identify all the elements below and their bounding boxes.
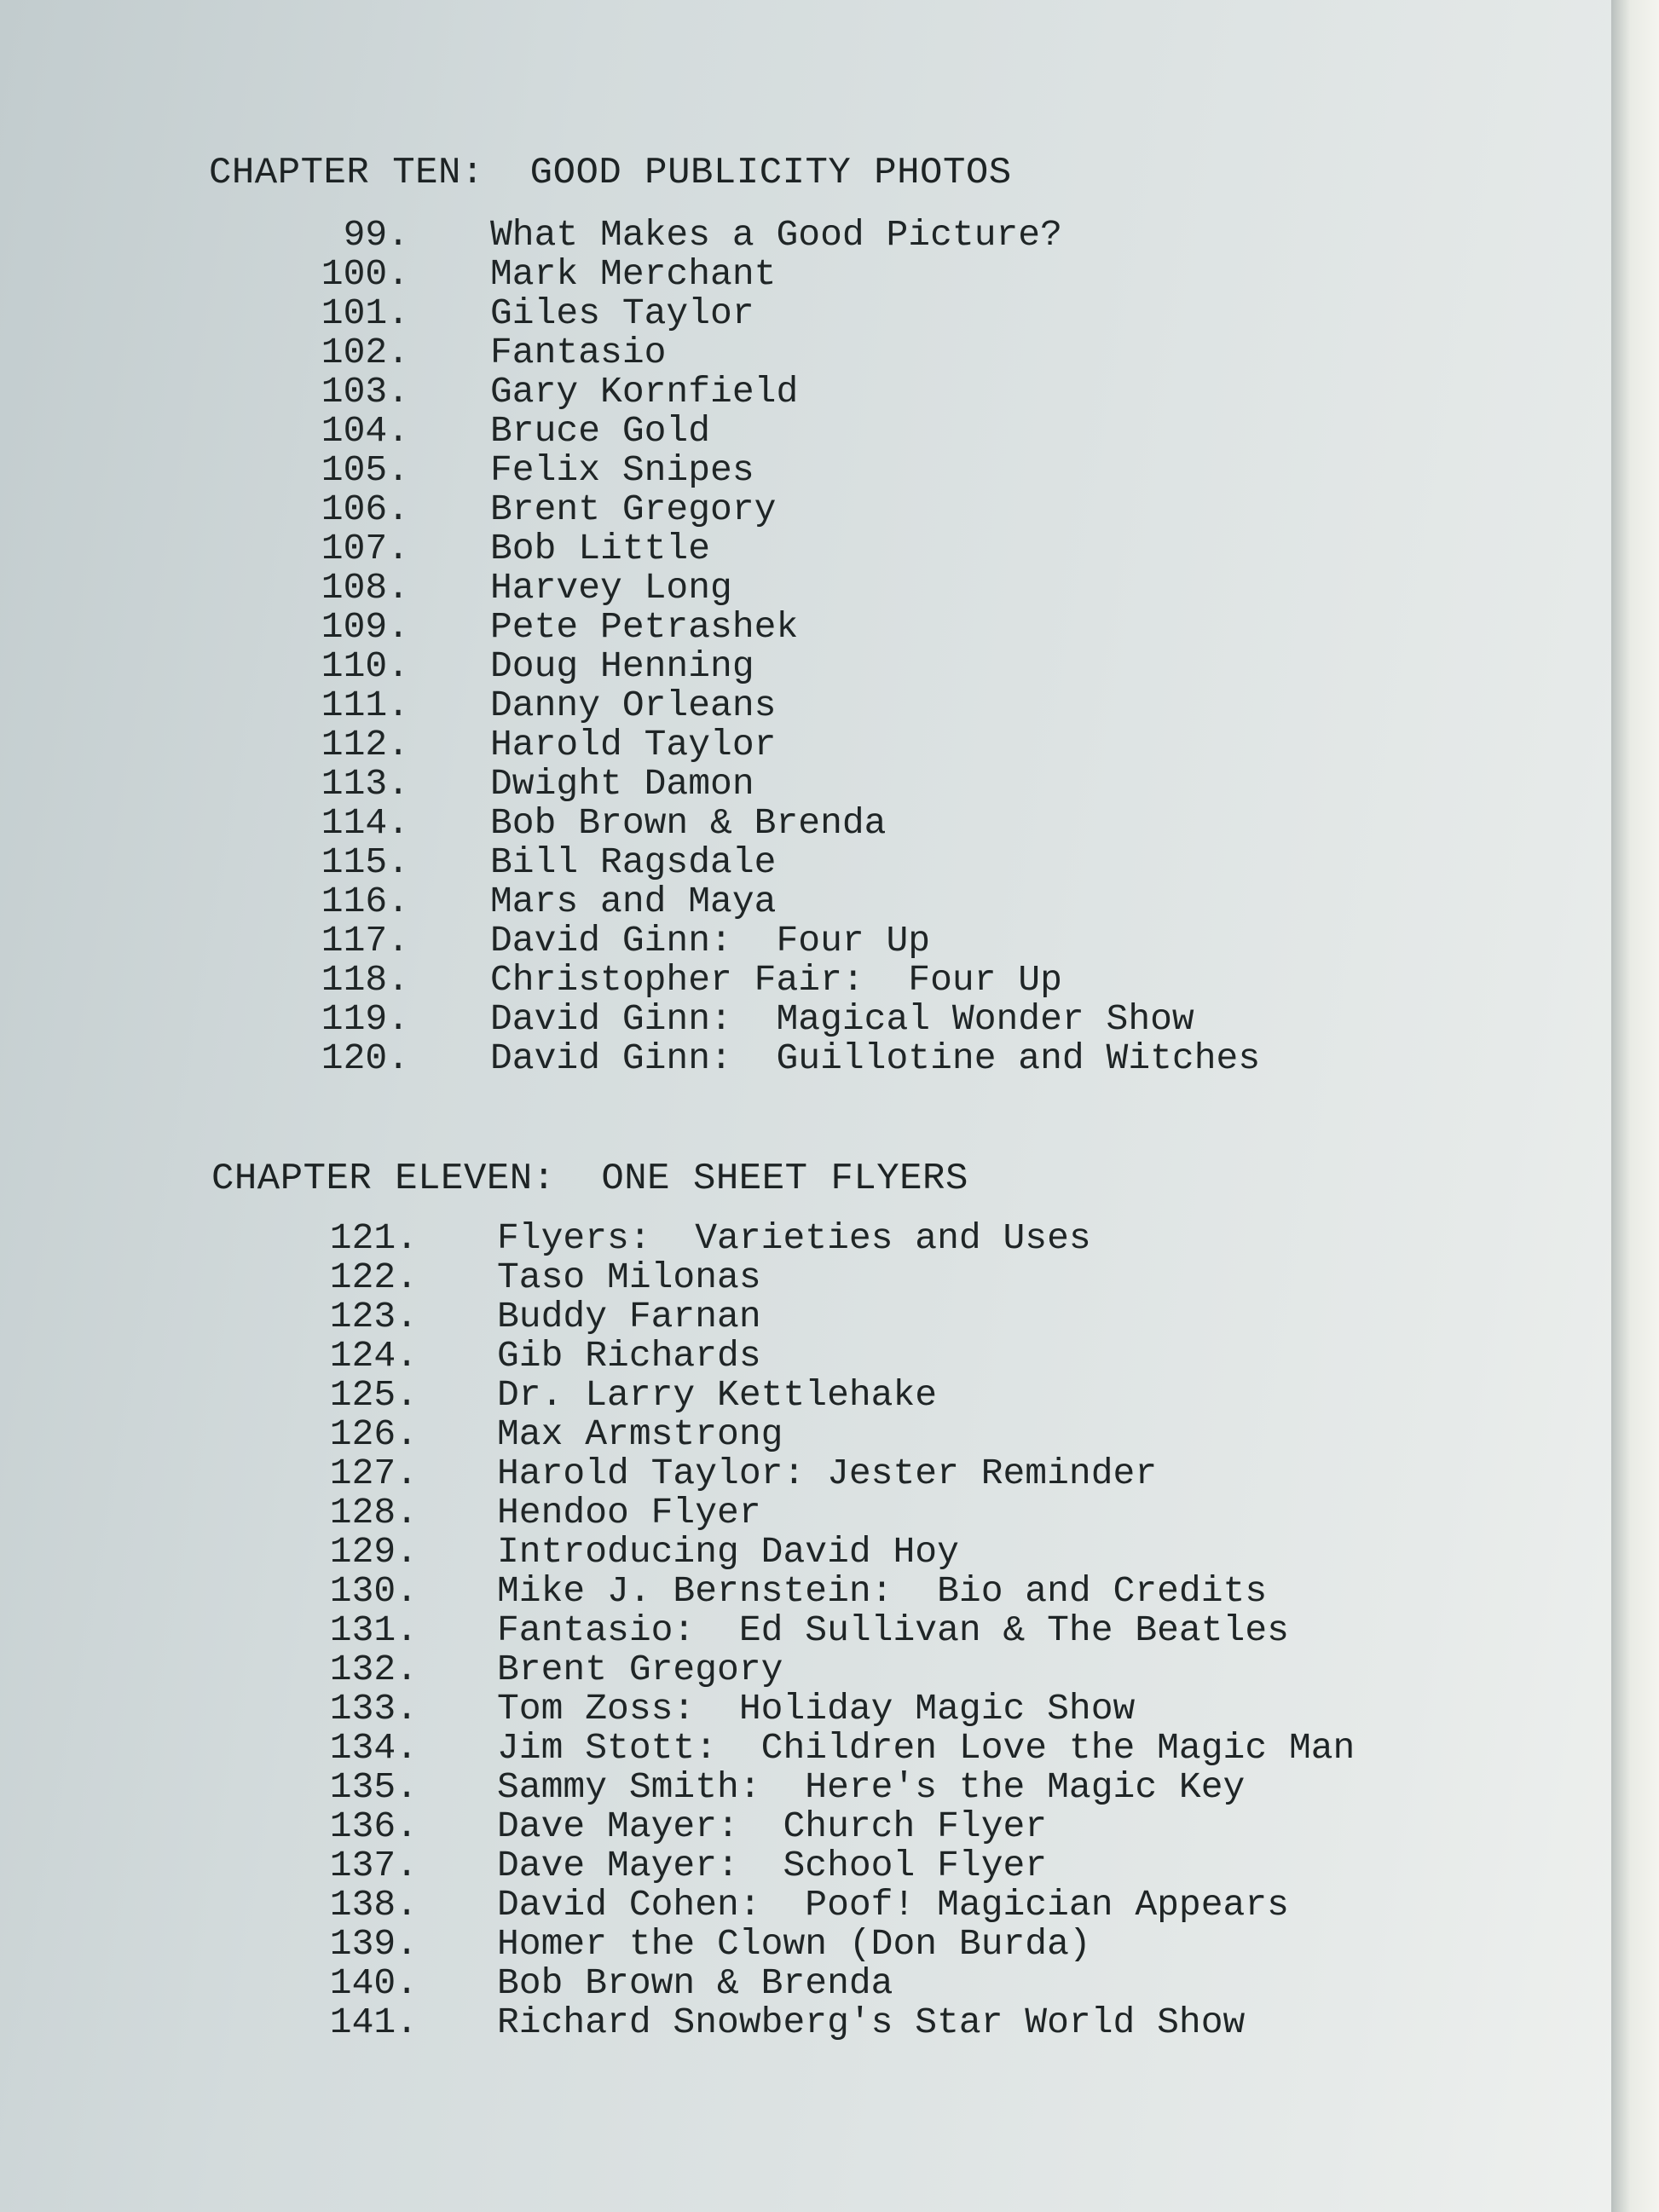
item-text: Richard Snowberg's Star World Show bbox=[497, 2001, 1246, 2043]
list-item bbox=[0, 2001, 1611, 2041]
item-number: 114. bbox=[321, 802, 409, 844]
list-item bbox=[0, 1884, 1611, 1926]
item-text: What Makes a Good Picture? bbox=[490, 214, 1062, 256]
item-text: David Cohen: Poof! Magician Appears bbox=[497, 1884, 1289, 1926]
list-item bbox=[0, 410, 1611, 452]
item-text: Harold Taylor: Jester Reminder bbox=[497, 1453, 1158, 1494]
item-text: Fantasio: Ed Sullivan & The Beatles bbox=[497, 1609, 1289, 1651]
item-number: 129. bbox=[329, 1531, 418, 1573]
item-text: Brent Gregory bbox=[497, 1649, 783, 1690]
list-item bbox=[0, 1256, 1611, 1296]
item-number: 133. bbox=[329, 1688, 418, 1730]
item-number: 118. bbox=[321, 959, 409, 1001]
item-text: Sammy Smith: Here's the Magic Key bbox=[497, 1766, 1246, 1808]
list-item bbox=[0, 1453, 1611, 1492]
next-page-edge bbox=[1611, 0, 1659, 2212]
item-text: Doug Henning bbox=[490, 645, 754, 687]
item-text: Harvey Long bbox=[490, 567, 732, 609]
list-item bbox=[0, 724, 1611, 763]
list-item bbox=[0, 253, 1611, 295]
item-text: Mark Merchant bbox=[490, 253, 777, 295]
list-item bbox=[0, 332, 1611, 371]
item-number: 115. bbox=[321, 841, 409, 883]
item-text: Gib Richards bbox=[497, 1335, 761, 1377]
item-text: Felix Snipes bbox=[490, 449, 754, 491]
item-number: 105. bbox=[321, 449, 409, 491]
item-number: 130. bbox=[329, 1570, 418, 1612]
chapter-title: CHAPTER TEN: GOOD PUBLICITY PHOTOS bbox=[209, 152, 1012, 194]
item-number: 140. bbox=[329, 1962, 418, 2004]
item-text: David Ginn: Magical Wonder Show bbox=[490, 998, 1194, 1040]
item-text: Jim Stott: Children Love the Magic Man bbox=[497, 1727, 1356, 1769]
item-number: 120. bbox=[321, 1037, 409, 1079]
item-number: 135. bbox=[329, 1766, 418, 1808]
item-text: Gary Kornfield bbox=[490, 371, 799, 413]
list-item bbox=[0, 1492, 1611, 1531]
list-item bbox=[0, 763, 1611, 805]
item-text: Bill Ragsdale bbox=[490, 841, 777, 883]
item-number: 138. bbox=[329, 1884, 418, 1926]
item-text: Bruce Gold bbox=[490, 410, 711, 452]
list-item bbox=[0, 1296, 1611, 1335]
list-item bbox=[0, 841, 1611, 881]
item-number: 121. bbox=[329, 1217, 418, 1259]
item-text: Dave Mayer: School Flyer bbox=[497, 1845, 1048, 1886]
item-text: Flyers: Varieties and Uses bbox=[497, 1217, 1091, 1259]
list-item bbox=[0, 1845, 1611, 1884]
list-item bbox=[0, 1649, 1611, 1688]
list-item bbox=[0, 684, 1611, 724]
item-text: Dave Mayer: Church Flyer bbox=[497, 1805, 1048, 1847]
item-number: 104. bbox=[321, 410, 409, 452]
list-item bbox=[0, 1688, 1611, 1730]
list-item bbox=[0, 606, 1611, 648]
list-item bbox=[0, 1766, 1611, 1808]
item-number: 103. bbox=[321, 371, 409, 413]
list-item bbox=[0, 1335, 1611, 1377]
list-item bbox=[0, 1962, 1611, 2004]
item-number: 116. bbox=[321, 881, 409, 922]
item-text: Fantasio bbox=[490, 332, 667, 373]
item-text: Homer the Clown (Don Burda) bbox=[497, 1923, 1091, 1965]
item-number: 119. bbox=[321, 998, 409, 1040]
item-number: 99. bbox=[343, 214, 409, 256]
item-text: Brent Gregory bbox=[490, 488, 777, 530]
item-text: Pete Petrashek bbox=[490, 606, 799, 648]
item-number: 126. bbox=[329, 1413, 418, 1455]
list-item bbox=[0, 567, 1611, 609]
item-text: Danny Orleans bbox=[490, 684, 777, 726]
item-number: 132. bbox=[329, 1649, 418, 1690]
item-number: 137. bbox=[329, 1845, 418, 1886]
list-item bbox=[0, 1727, 1611, 1769]
item-number: 127. bbox=[329, 1453, 418, 1494]
item-number: 136. bbox=[329, 1805, 418, 1847]
list-item bbox=[0, 1805, 1611, 1845]
item-text: Hendoo Flyer bbox=[497, 1492, 761, 1533]
item-number: 123. bbox=[329, 1296, 418, 1337]
list-item bbox=[0, 881, 1611, 920]
item-number: 113. bbox=[321, 763, 409, 805]
item-number: 128. bbox=[329, 1492, 418, 1533]
list-item bbox=[0, 802, 1611, 844]
item-text: Buddy Farnan bbox=[497, 1296, 761, 1337]
item-number: 107. bbox=[321, 528, 409, 569]
item-text: Tom Zoss: Holiday Magic Show bbox=[497, 1688, 1136, 1730]
list-item bbox=[0, 1609, 1611, 1649]
item-text: Bob Little bbox=[490, 528, 711, 569]
item-number: 125. bbox=[329, 1374, 418, 1416]
list-item bbox=[0, 1217, 1611, 1259]
item-text: Mike J. Bernstein: Bio and Credits bbox=[497, 1570, 1268, 1612]
item-number: 112. bbox=[321, 724, 409, 765]
list-item bbox=[0, 488, 1611, 528]
item-number: 108. bbox=[321, 567, 409, 609]
item-number: 134. bbox=[329, 1727, 418, 1769]
item-text: Mars and Maya bbox=[490, 881, 777, 922]
list-item bbox=[0, 1923, 1611, 1965]
list-item bbox=[0, 1570, 1611, 1612]
item-number: 106. bbox=[321, 488, 409, 530]
item-number: 111. bbox=[321, 684, 409, 726]
list-item bbox=[0, 645, 1611, 687]
item-text: Giles Taylor bbox=[490, 292, 754, 334]
list-item bbox=[0, 528, 1611, 567]
item-text: Dr. Larry Kettlehake bbox=[497, 1374, 938, 1416]
item-text: Bob Brown & Brenda bbox=[497, 1962, 893, 2004]
item-text: Bob Brown & Brenda bbox=[490, 802, 887, 844]
list-item bbox=[0, 292, 1611, 332]
item-number: 131. bbox=[329, 1609, 418, 1651]
item-text: Christopher Fair: Four Up bbox=[490, 959, 1062, 1001]
item-number: 100. bbox=[321, 253, 409, 295]
item-number: 102. bbox=[321, 332, 409, 373]
item-number: 117. bbox=[321, 920, 409, 962]
list-item bbox=[0, 1413, 1611, 1453]
list-item bbox=[0, 214, 1611, 256]
list-item bbox=[0, 920, 1611, 962]
list-item bbox=[0, 1037, 1611, 1077]
item-number: 122. bbox=[329, 1256, 418, 1298]
item-number: 101. bbox=[321, 292, 409, 334]
list-item bbox=[0, 998, 1611, 1040]
item-number: 124. bbox=[329, 1335, 418, 1377]
item-text: Max Armstrong bbox=[497, 1413, 783, 1455]
item-text: David Ginn: Guillotine and Witches bbox=[490, 1037, 1261, 1079]
item-text: Taso Milonas bbox=[497, 1256, 761, 1298]
item-number: 109. bbox=[321, 606, 409, 648]
item-number: 141. bbox=[329, 2001, 418, 2043]
chapter-title: CHAPTER ELEVEN: ONE SHEET FLYERS bbox=[211, 1158, 968, 1200]
list-item bbox=[0, 371, 1611, 413]
item-text: Dwight Damon bbox=[490, 763, 754, 805]
list-item bbox=[0, 959, 1611, 1001]
item-number: 139. bbox=[329, 1923, 418, 1965]
item-text: David Ginn: Four Up bbox=[490, 920, 931, 962]
list-item bbox=[0, 1531, 1611, 1573]
list-item bbox=[0, 1374, 1611, 1416]
item-number: 110. bbox=[321, 645, 409, 687]
item-text: Harold Taylor bbox=[490, 724, 777, 765]
list-item bbox=[0, 449, 1611, 491]
item-text: Introducing David Hoy bbox=[497, 1531, 959, 1573]
